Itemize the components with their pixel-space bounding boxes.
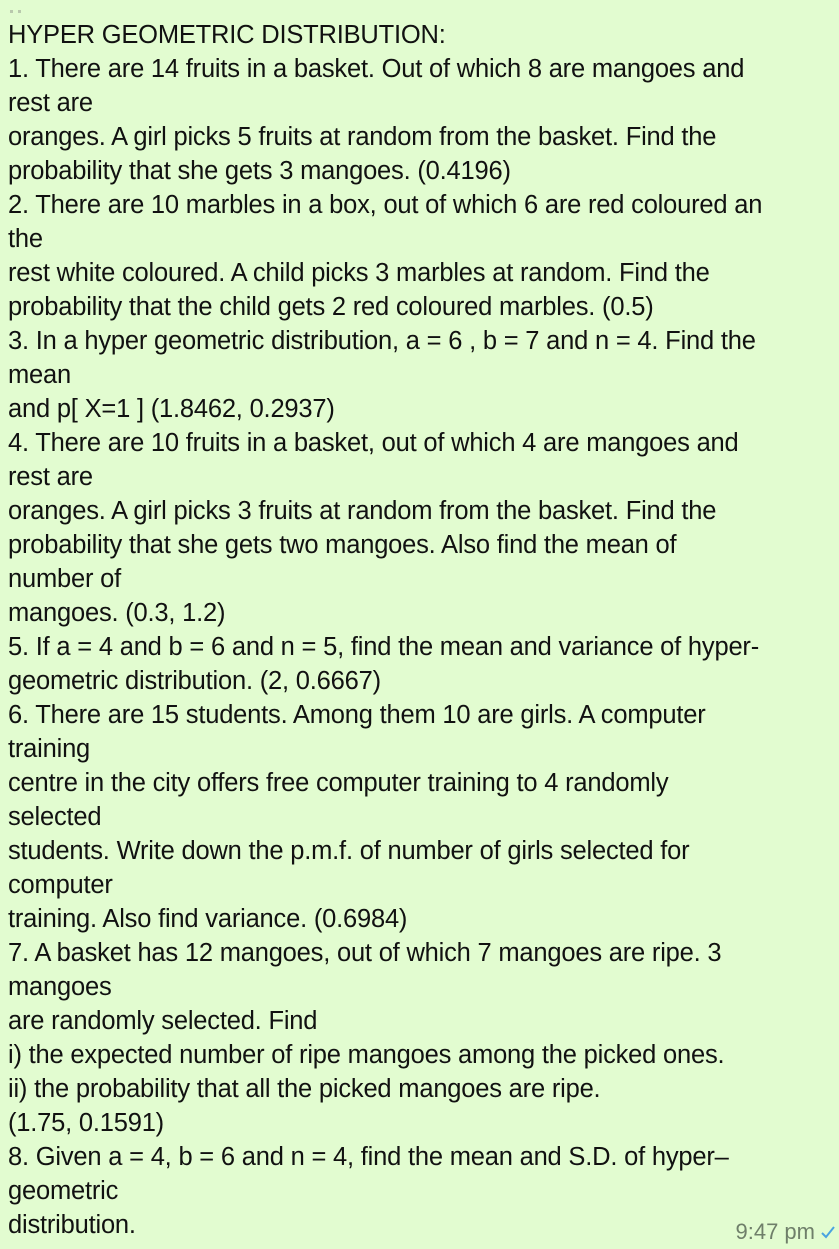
message-line: centre in the city offers free computer training to 4 randomly <box>8 769 669 797</box>
message-line: 5. If a = 4 and b = 6 and n = 5, find the mean and variance of hyper- <box>8 633 760 661</box>
message-line: probability that she gets 3 mangoes. (0.4196) <box>8 157 511 185</box>
message-line: oranges. A girl picks 5 fruits at random from the basket. Find the <box>8 123 717 151</box>
message-line: distribution. <box>8 1211 136 1239</box>
message-line: (1.75, 0.1591) <box>8 1109 164 1137</box>
message-line: 1. There are 14 fruits in a basket. Out of which 8 are mangoes and <box>8 55 745 83</box>
message-line: probability that she gets two mangoes. Also find the mean of <box>8 531 677 559</box>
message-meta <box>736 1219 836 1245</box>
message-line: geometric distribution. (2, 0.6667) <box>8 667 381 695</box>
message-line: 4. There are 10 fruits in a basket, out of which 4 are mangoes and <box>8 429 739 457</box>
message-text <box>8 18 839 1242</box>
message-line: mean <box>8 361 71 389</box>
message-line: training <box>8 735 91 763</box>
message-line: 6. There are 15 students. Among them 10 are girls. A computer <box>8 701 706 729</box>
message-line: rest are <box>8 89 93 117</box>
message-line: mangoes <box>8 973 112 1001</box>
message-line: selected <box>8 803 102 831</box>
message-line: HYPER GEOMETRIC DISTRIBUTION: <box>8 21 446 49</box>
message-line: oranges. A girl picks 3 fruits at random from the basket. Find the <box>8 497 717 525</box>
message-line: rest are <box>8 463 93 491</box>
message-line: and p[ X=1 ] (1.8462, 0.2937) <box>8 395 335 423</box>
message-line: students. Write down the p.m.f. of number of girls selected for <box>8 837 690 865</box>
message-line: 2. There are 10 marbles in a box, out of which 6 are red coloured an <box>8 191 763 219</box>
message-line: probability that the child gets 2 red coloured marbles. (0.5) <box>8 293 654 321</box>
message-time: 9:47 pm <box>735 1219 815 1244</box>
bubble-top-marks <box>10 0 50 4</box>
message-line: the <box>8 225 43 253</box>
message-line: i) the expected number of ripe mangoes among the picked ones. <box>8 1041 725 1069</box>
message-line: rest white coloured. A child picks 3 marbles at random. Find the <box>8 259 710 287</box>
message-line: mangoes. (0.3, 1.2) <box>8 599 226 627</box>
message-line: computer <box>8 871 113 899</box>
message-line: geometric <box>8 1177 119 1205</box>
message-line: ii) the probability that all the picked mangoes are ripe. <box>8 1075 601 1103</box>
message-line: 7. A basket has 12 mangoes, out of which 7 mangoes are ripe. 3 <box>8 939 722 967</box>
message-line: 3. In a hyper geometric distribution, a = 6 , b = 7 and n = 4. Find the <box>8 327 756 355</box>
message-line: 8. Given a = 4, b = 6 and n = 4, find the mean and S.D. of hyper– <box>8 1143 729 1171</box>
message-line: number of <box>8 565 122 593</box>
message-line: training. Also find variance. (0.6984) <box>8 905 408 933</box>
sent-tick-icon <box>821 1225 835 1239</box>
message-line: are randomly selected. Find <box>8 1007 318 1035</box>
